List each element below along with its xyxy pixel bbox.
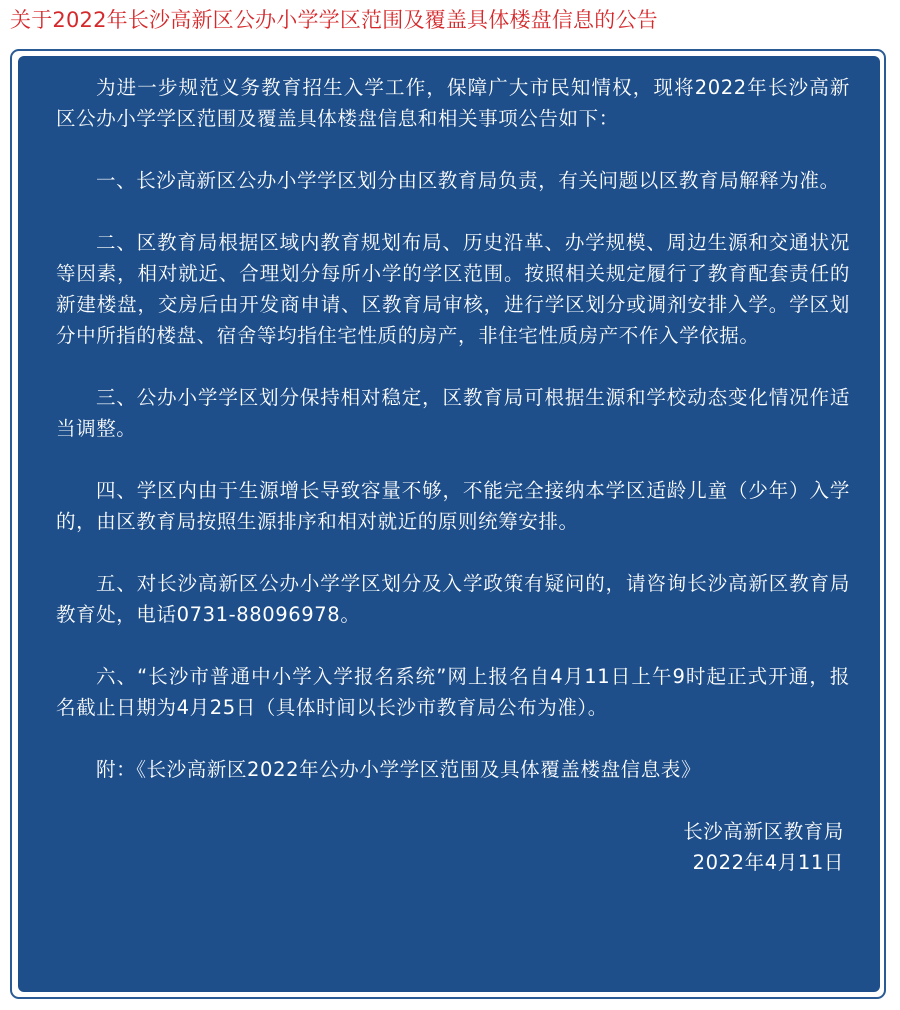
notice-issuer: 长沙高新区教育局 (683, 820, 844, 843)
page-title: 关于2022年长沙高新区公办小学学区范围及覆盖具体楼盘信息的公告 (10, 8, 658, 32)
notice-item-6: 六、“长沙市普通中小学入学报名系统”网上报名自4月11日上午9时起正式开通，报名截止日期为4月25日（具体时间以长沙市教育局公布为准）。 (56, 665, 850, 719)
notice-panel (18, 56, 880, 992)
notice-item-1: 一、长沙高新区公办小学学区划分由区教育局负责，有关问题以区教育局解释为准。 (96, 169, 840, 192)
notice-item-2: 二、区教育局根据区域内教育规划布局、历史沿革、办学规模、周边生源和交通状况等因素，相对就近、合理划分每所小学的学区范围。按照相关规定履行了教育配套责任的新建楼盘，交房后由开发商申请、区教育局审核，进行学区划分或调剂安排入学。学区划分中所指的楼盘、宿舍等均指住宅性质的房产，非住宅性质房产不作入学依据。 (56, 231, 850, 347)
notice-attachment: 附：《长沙高新区2022年公办小学学区范围及具体覆盖楼盘信息表》 (96, 758, 702, 781)
notice-item-4: 四、学区内由于生源增长导致容量不够，不能完全接纳本学区适龄儿童（少年）入学的，由区教育局按照生源排序和相对就近的原则统筹安排。 (56, 479, 850, 533)
notice-item-5: 五、对长沙高新区公办小学学区划分及入学政策有疑问的，请咨询长沙高新区教育局教育处，电话0731-88096978。 (56, 572, 850, 626)
notice-intro: 为进一步规范义务教育招生入学工作，保障广大市民知情权，现将2022年长沙高新区公办小学学区范围及覆盖具体楼盘信息和相关事项公告如下： (56, 76, 850, 130)
notice-item-3: 三、公办小学学区划分保持相对稳定，区教育局可根据生源和学校动态变化情况作适当调整。 (56, 386, 850, 440)
notice-date: 2022年4月11日 (692, 851, 844, 874)
